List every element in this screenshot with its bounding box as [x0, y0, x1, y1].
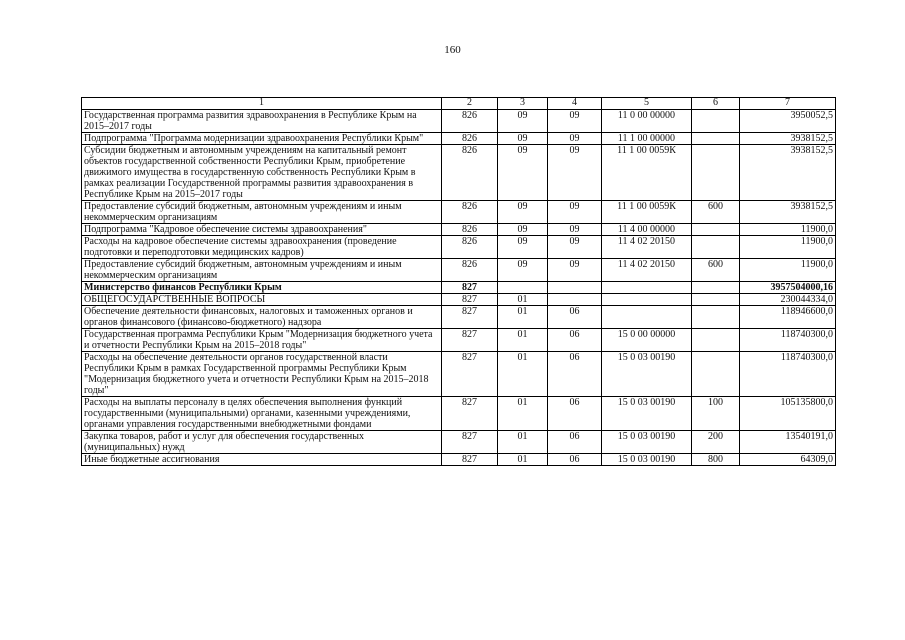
section-code: 01 — [498, 454, 548, 466]
table-row — [82, 431, 836, 454]
ministry-code: 826 — [442, 201, 498, 224]
table-row — [82, 294, 836, 306]
table-row — [82, 306, 836, 329]
page-number: 160 — [444, 44, 461, 56]
ministry-code: 826 — [442, 224, 498, 236]
section-code: 09 — [498, 145, 548, 201]
target-article-code — [602, 306, 692, 329]
amount: 64309,0 — [740, 454, 836, 466]
row-name: Расходы на обеспечение деятельности органов государственной власти Республики Крым в рамках Государственной программы Республики Крым "Модернизация бюджетного учета и отчетности Республики Крым на 2015–2018 годы" — [82, 352, 442, 397]
ministry-code: 826 — [442, 145, 498, 201]
expense-type-code — [692, 145, 740, 201]
amount: 13540191,0 — [740, 431, 836, 454]
expense-type-code — [692, 282, 740, 294]
table-row — [82, 236, 836, 259]
row-name: Обеспечение деятельности финансовых, налоговых и таможенных органов и органов финансового (финансово-бюджетного) надзора — [82, 306, 442, 329]
amount: 3938152,5 — [740, 201, 836, 224]
section-code: 01 — [498, 329, 548, 352]
table-row — [82, 201, 836, 224]
section-code: 09 — [498, 259, 548, 282]
target-article-code: 11 4 02 20150 — [602, 236, 692, 259]
ministry-code: 826 — [442, 259, 498, 282]
subsection-code: 09 — [548, 236, 602, 259]
row-name: Государственная программа развития здравоохранения в Республике Крым на 2015–2017 годы — [82, 110, 442, 133]
ministry-code: 827 — [442, 329, 498, 352]
ministry-code: 827 — [442, 431, 498, 454]
row-name: ОБЩЕГОСУДАРСТВЕННЫЕ ВОПРОСЫ — [82, 294, 442, 306]
row-name: Предоставление субсидий бюджетным, автономным учреждениям и иным некоммерческим организациям — [82, 201, 442, 224]
ministry-code: 827 — [442, 282, 498, 294]
section-code — [498, 282, 548, 294]
row-name: Государственная программа Республики Крым "Модернизация бюджетного учета и отчетности Республики Крым на 2015–2018 годы" — [82, 329, 442, 352]
amount: 118740300,0 — [740, 352, 836, 397]
amount: 11900,0 — [740, 236, 836, 259]
table-row — [82, 352, 836, 397]
expense-type-code — [692, 224, 740, 236]
table-row — [82, 259, 836, 282]
row-name: Расходы на выплаты персоналу в целях обеспечения выполнения функций государственными (муниципальными) органами, казенными учреждениями, органами управления государственными внебюджетными фондами — [82, 397, 442, 431]
target-article-code: 11 1 00 0059К — [602, 145, 692, 201]
column-header: 1 — [82, 98, 442, 110]
expense-type-code — [692, 110, 740, 133]
subsection-code — [548, 294, 602, 306]
section-code: 01 — [498, 306, 548, 329]
expense-type-code — [692, 352, 740, 397]
target-article-code: 11 1 00 00000 — [602, 133, 692, 145]
target-article-code: 11 0 00 00000 — [602, 110, 692, 133]
section-code: 01 — [498, 294, 548, 306]
column-header: 4 — [548, 98, 602, 110]
section-code: 09 — [498, 133, 548, 145]
table-body — [82, 110, 836, 466]
table-row — [82, 282, 836, 294]
expense-type-code — [692, 306, 740, 329]
subsection-code: 06 — [548, 329, 602, 352]
subsection-code: 09 — [548, 145, 602, 201]
amount: 11900,0 — [740, 224, 836, 236]
target-article-code — [602, 282, 692, 294]
amount: 11900,0 — [740, 259, 836, 282]
table-row — [82, 224, 836, 236]
subsection-code: 09 — [548, 201, 602, 224]
table-row — [82, 397, 836, 431]
table-row — [82, 133, 836, 145]
column-header: 2 — [442, 98, 498, 110]
column-header: 7 — [740, 98, 836, 110]
row-name: Предоставление субсидий бюджетным, автономным учреждениям и иным некоммерческим организациям — [82, 259, 442, 282]
row-name: Подпрограмма "Кадровое обеспечение системы здравоохранения" — [82, 224, 442, 236]
row-name: Подпрограмма "Программа модернизации здравоохранения Республики Крым" — [82, 133, 442, 145]
expense-type-code: 100 — [692, 397, 740, 431]
amount: 3938152,5 — [740, 133, 836, 145]
expense-type-code — [692, 294, 740, 306]
subsection-code: 09 — [548, 224, 602, 236]
subsection-code: 06 — [548, 397, 602, 431]
subsection-code: 06 — [548, 352, 602, 397]
amount: 118740300,0 — [740, 329, 836, 352]
target-article-code: 15 0 03 00190 — [602, 352, 692, 397]
expense-type-code — [692, 133, 740, 145]
section-code: 09 — [498, 110, 548, 133]
expense-type-code — [692, 329, 740, 352]
column-header: 5 — [602, 98, 692, 110]
table-row — [82, 454, 836, 466]
expense-type-code: 600 — [692, 259, 740, 282]
row-name: Министерство финансов Республики Крым — [82, 282, 442, 294]
target-article-code: 11 1 00 0059К — [602, 201, 692, 224]
ministry-code: 827 — [442, 454, 498, 466]
ministry-code: 826 — [442, 110, 498, 133]
amount: 3950052,5 — [740, 110, 836, 133]
target-article-code: 15 0 00 00000 — [602, 329, 692, 352]
section-code: 09 — [498, 224, 548, 236]
row-name: Закупка товаров, работ и услуг для обеспечения государственных (муниципальных) нужд — [82, 431, 442, 454]
ministry-code: 826 — [442, 236, 498, 259]
table-row — [82, 110, 836, 133]
target-article-code: 11 4 00 00000 — [602, 224, 692, 236]
section-code: 09 — [498, 236, 548, 259]
ministry-code: 827 — [442, 352, 498, 397]
ministry-code: 826 — [442, 133, 498, 145]
row-name: Субсидии бюджетным и автономным учреждениям на капитальный ремонт объектов государственной собственности Республики Крым, приобретение движимого имущества в государственную собственность Республики Крым в рамках реализации Государственной программы развития здравоохранения в Республике Крым на 2015–2017 годы — [82, 145, 442, 201]
subsection-code: 06 — [548, 454, 602, 466]
row-name: Иные бюджетные ассигнования — [82, 454, 442, 466]
section-code: 09 — [498, 201, 548, 224]
target-article-code: 15 0 03 00190 — [602, 431, 692, 454]
column-header: 6 — [692, 98, 740, 110]
subsection-code: 06 — [548, 431, 602, 454]
target-article-code — [602, 294, 692, 306]
amount: 3938152,5 — [740, 145, 836, 201]
expense-type-code: 600 — [692, 201, 740, 224]
expense-type-code — [692, 236, 740, 259]
table-row — [82, 329, 836, 352]
ministry-code: 827 — [442, 306, 498, 329]
amount: 3957504000,16 — [740, 282, 836, 294]
amount: 230044334,0 — [740, 294, 836, 306]
target-article-code: 15 0 03 00190 — [602, 454, 692, 466]
section-code: 01 — [498, 352, 548, 397]
column-header: 3 — [498, 98, 548, 110]
subsection-code: 09 — [548, 133, 602, 145]
subsection-code: 09 — [548, 259, 602, 282]
expense-type-code: 800 — [692, 454, 740, 466]
budget-table — [81, 97, 836, 466]
amount: 105135800,0 — [740, 397, 836, 431]
target-article-code: 11 4 02 20150 — [602, 259, 692, 282]
row-name: Расходы на кадровое обеспечение системы здравоохранения (проведение подготовки и переподготовки медицинских кадров) — [82, 236, 442, 259]
section-code: 01 — [498, 397, 548, 431]
subsection-code: 06 — [548, 306, 602, 329]
header-row — [82, 98, 836, 110]
ministry-code: 827 — [442, 397, 498, 431]
subsection-code — [548, 282, 602, 294]
ministry-code: 827 — [442, 294, 498, 306]
table-row — [82, 145, 836, 201]
target-article-code: 15 0 03 00190 — [602, 397, 692, 431]
expense-type-code: 200 — [692, 431, 740, 454]
subsection-code: 09 — [548, 110, 602, 133]
amount: 118946600,0 — [740, 306, 836, 329]
section-code: 01 — [498, 431, 548, 454]
